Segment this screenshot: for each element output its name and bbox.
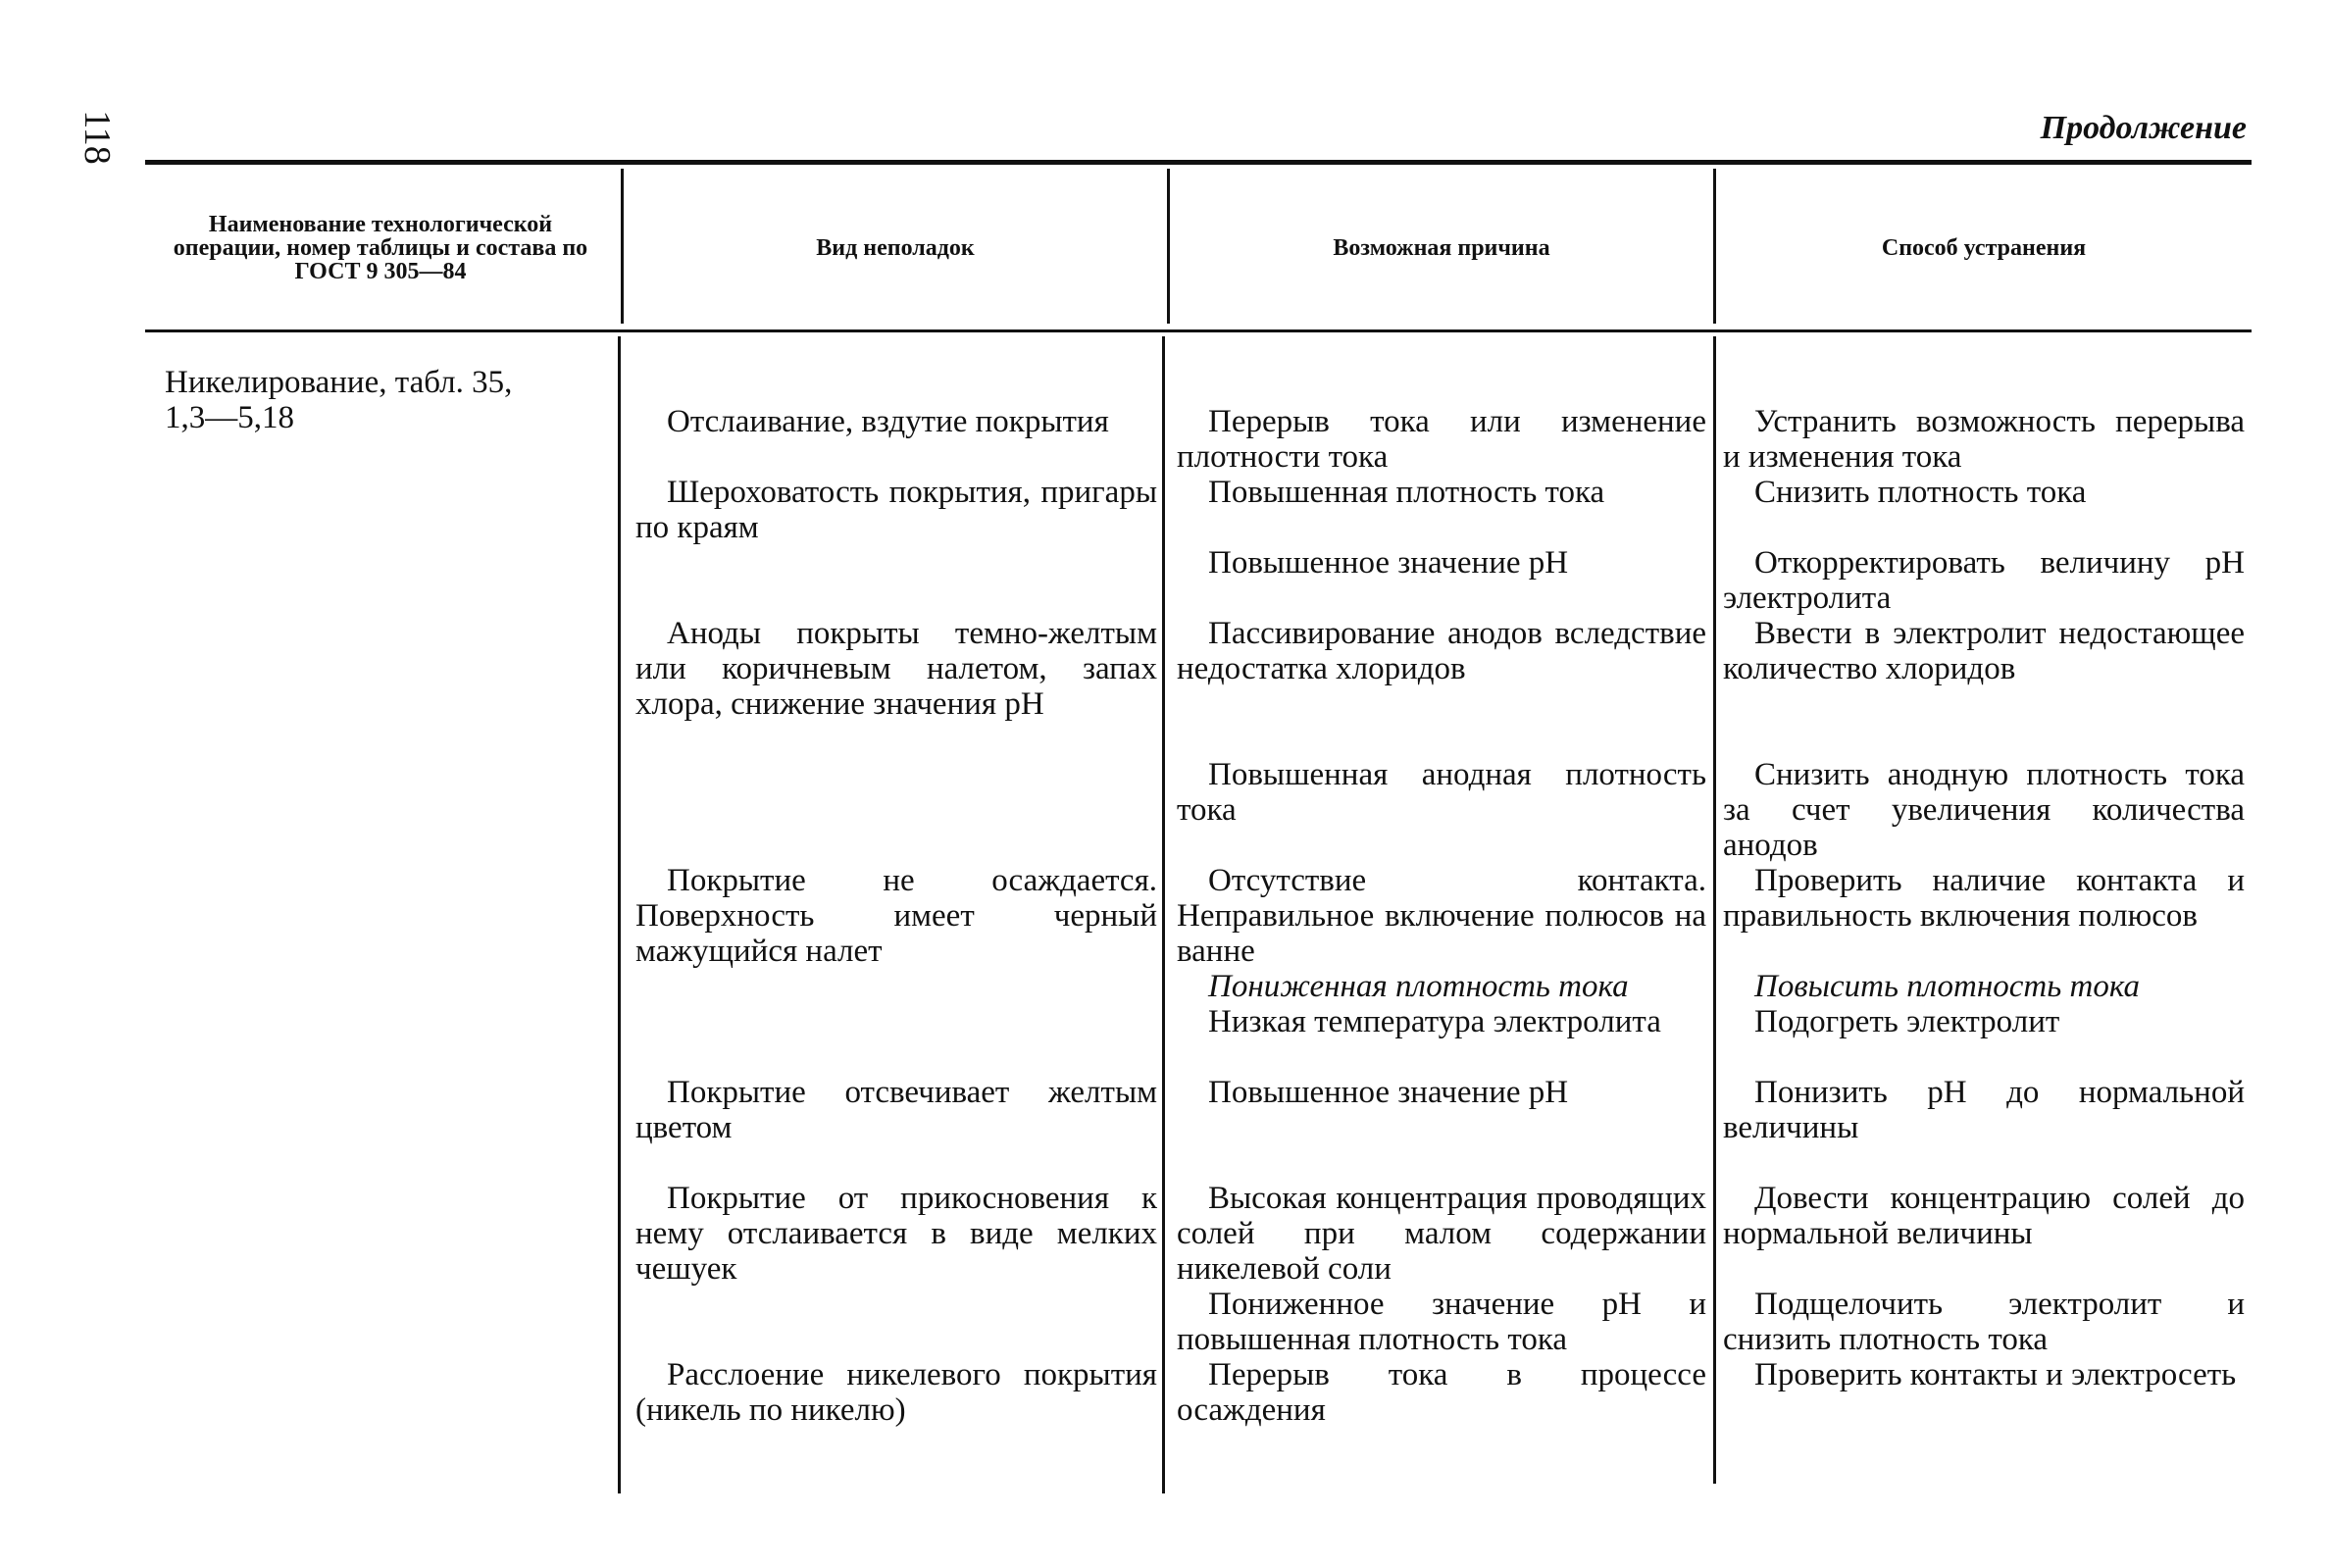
defect-1: Отслаивание, вздутие покрытия xyxy=(667,404,1109,439)
cause-10: Высокая концентрация проводящих солей при малом содержании никелевой соли xyxy=(1177,1181,1706,1287)
remedy-6: Проверить наличие контакта и правильность включения полюсов xyxy=(1723,863,2245,934)
defect-2: Шероховатость покрытия, пригары по краям xyxy=(635,475,1157,545)
remedy-4: Ввести в электролит недостающее количество хлоридов xyxy=(1723,616,2245,686)
table-header-rule xyxy=(145,329,2252,332)
cause-6: Отсутствие контакта. Неправильное включение полюсов на ванне xyxy=(1177,863,1706,969)
table-top-rule xyxy=(145,160,2252,165)
remedy-9: Понизить pH до нормальной величины xyxy=(1723,1075,2245,1145)
defect-6: Покрытие от прикосновения к нему отслаивается в виде мелких чешуек xyxy=(635,1181,1157,1287)
remedy-8: Подогреть электролит xyxy=(1754,1004,2060,1039)
continuation-label: Продолжение xyxy=(2040,110,2247,146)
remedy-12: Проверить контакты и электросеть xyxy=(1754,1357,2237,1392)
remedy-3: Откорректировать величину pH электролита xyxy=(1723,545,2245,616)
header-defect: Вид неполадок xyxy=(816,235,975,261)
cause-5: Повышенная анодная плотность тока xyxy=(1177,757,1706,828)
cause-3: Повышенное значение pH xyxy=(1208,545,1569,581)
cause-11: Пониженное значение pH и повышенная плотность тока xyxy=(1177,1287,1706,1357)
defect-3: Аноды покрыты темно-желтым или коричневым налетом, запах хлора, снижение значения pH xyxy=(635,616,1157,722)
cause-4: Пассивирование анодов вследствие недостатка хлоридов xyxy=(1177,616,1706,686)
operation-cell xyxy=(165,365,616,435)
body-divider-3 xyxy=(1713,336,1716,1484)
remedy-7: Повысить плотность тока xyxy=(1754,969,2140,1004)
cause-2: Повышенная плотность тока xyxy=(1208,475,1605,510)
cause-9: Повышенное значение pH xyxy=(1208,1075,1569,1110)
page-number: 118 xyxy=(76,110,118,165)
header-operation: Наименование технологической операции, номер таблицы и состава по ГОСТ 9 305—84 xyxy=(173,212,588,284)
remedy-2: Снизить плотность тока xyxy=(1754,475,2087,510)
operation-name: Никелирование, табл. 35, xyxy=(165,365,513,400)
operation-ref: 1,3—5,18 xyxy=(165,400,294,435)
remedy-1: Устранить возможность перерыва и изменения тока xyxy=(1723,404,2245,475)
defect-5: Покрытие отсвечивает желтым цветом xyxy=(635,1075,1157,1145)
defect-7: Расслоение никелевого покрытия (никель по никелю) xyxy=(635,1357,1157,1428)
cause-1: Перерыв тока или изменение плотности тока xyxy=(1177,404,1706,475)
defect-4: Покрытие не осаждается. Поверхность имеет черный мажущийся налет xyxy=(635,863,1157,969)
remedy-5: Снизить анодную плотность тока за счет увеличения количества анодов xyxy=(1723,757,2245,863)
body-divider-2 xyxy=(1162,336,1165,1493)
header-remedy: Способ устранения xyxy=(1881,235,2087,261)
remedy-11: Подщелочить электролит и снизить плотность тока xyxy=(1723,1287,2245,1357)
header-cause: Возможная причина xyxy=(1333,235,1550,261)
remedy-10: Довести концентрацию солей до нормальной величины xyxy=(1723,1181,2245,1251)
body-divider-1 xyxy=(618,336,621,1493)
cause-12: Перерыв тока в процессе осаждения xyxy=(1177,1357,1706,1428)
cause-8: Низкая температура электролита xyxy=(1208,1004,1661,1039)
cause-7: Пониженная плотность тока xyxy=(1208,969,1629,1004)
